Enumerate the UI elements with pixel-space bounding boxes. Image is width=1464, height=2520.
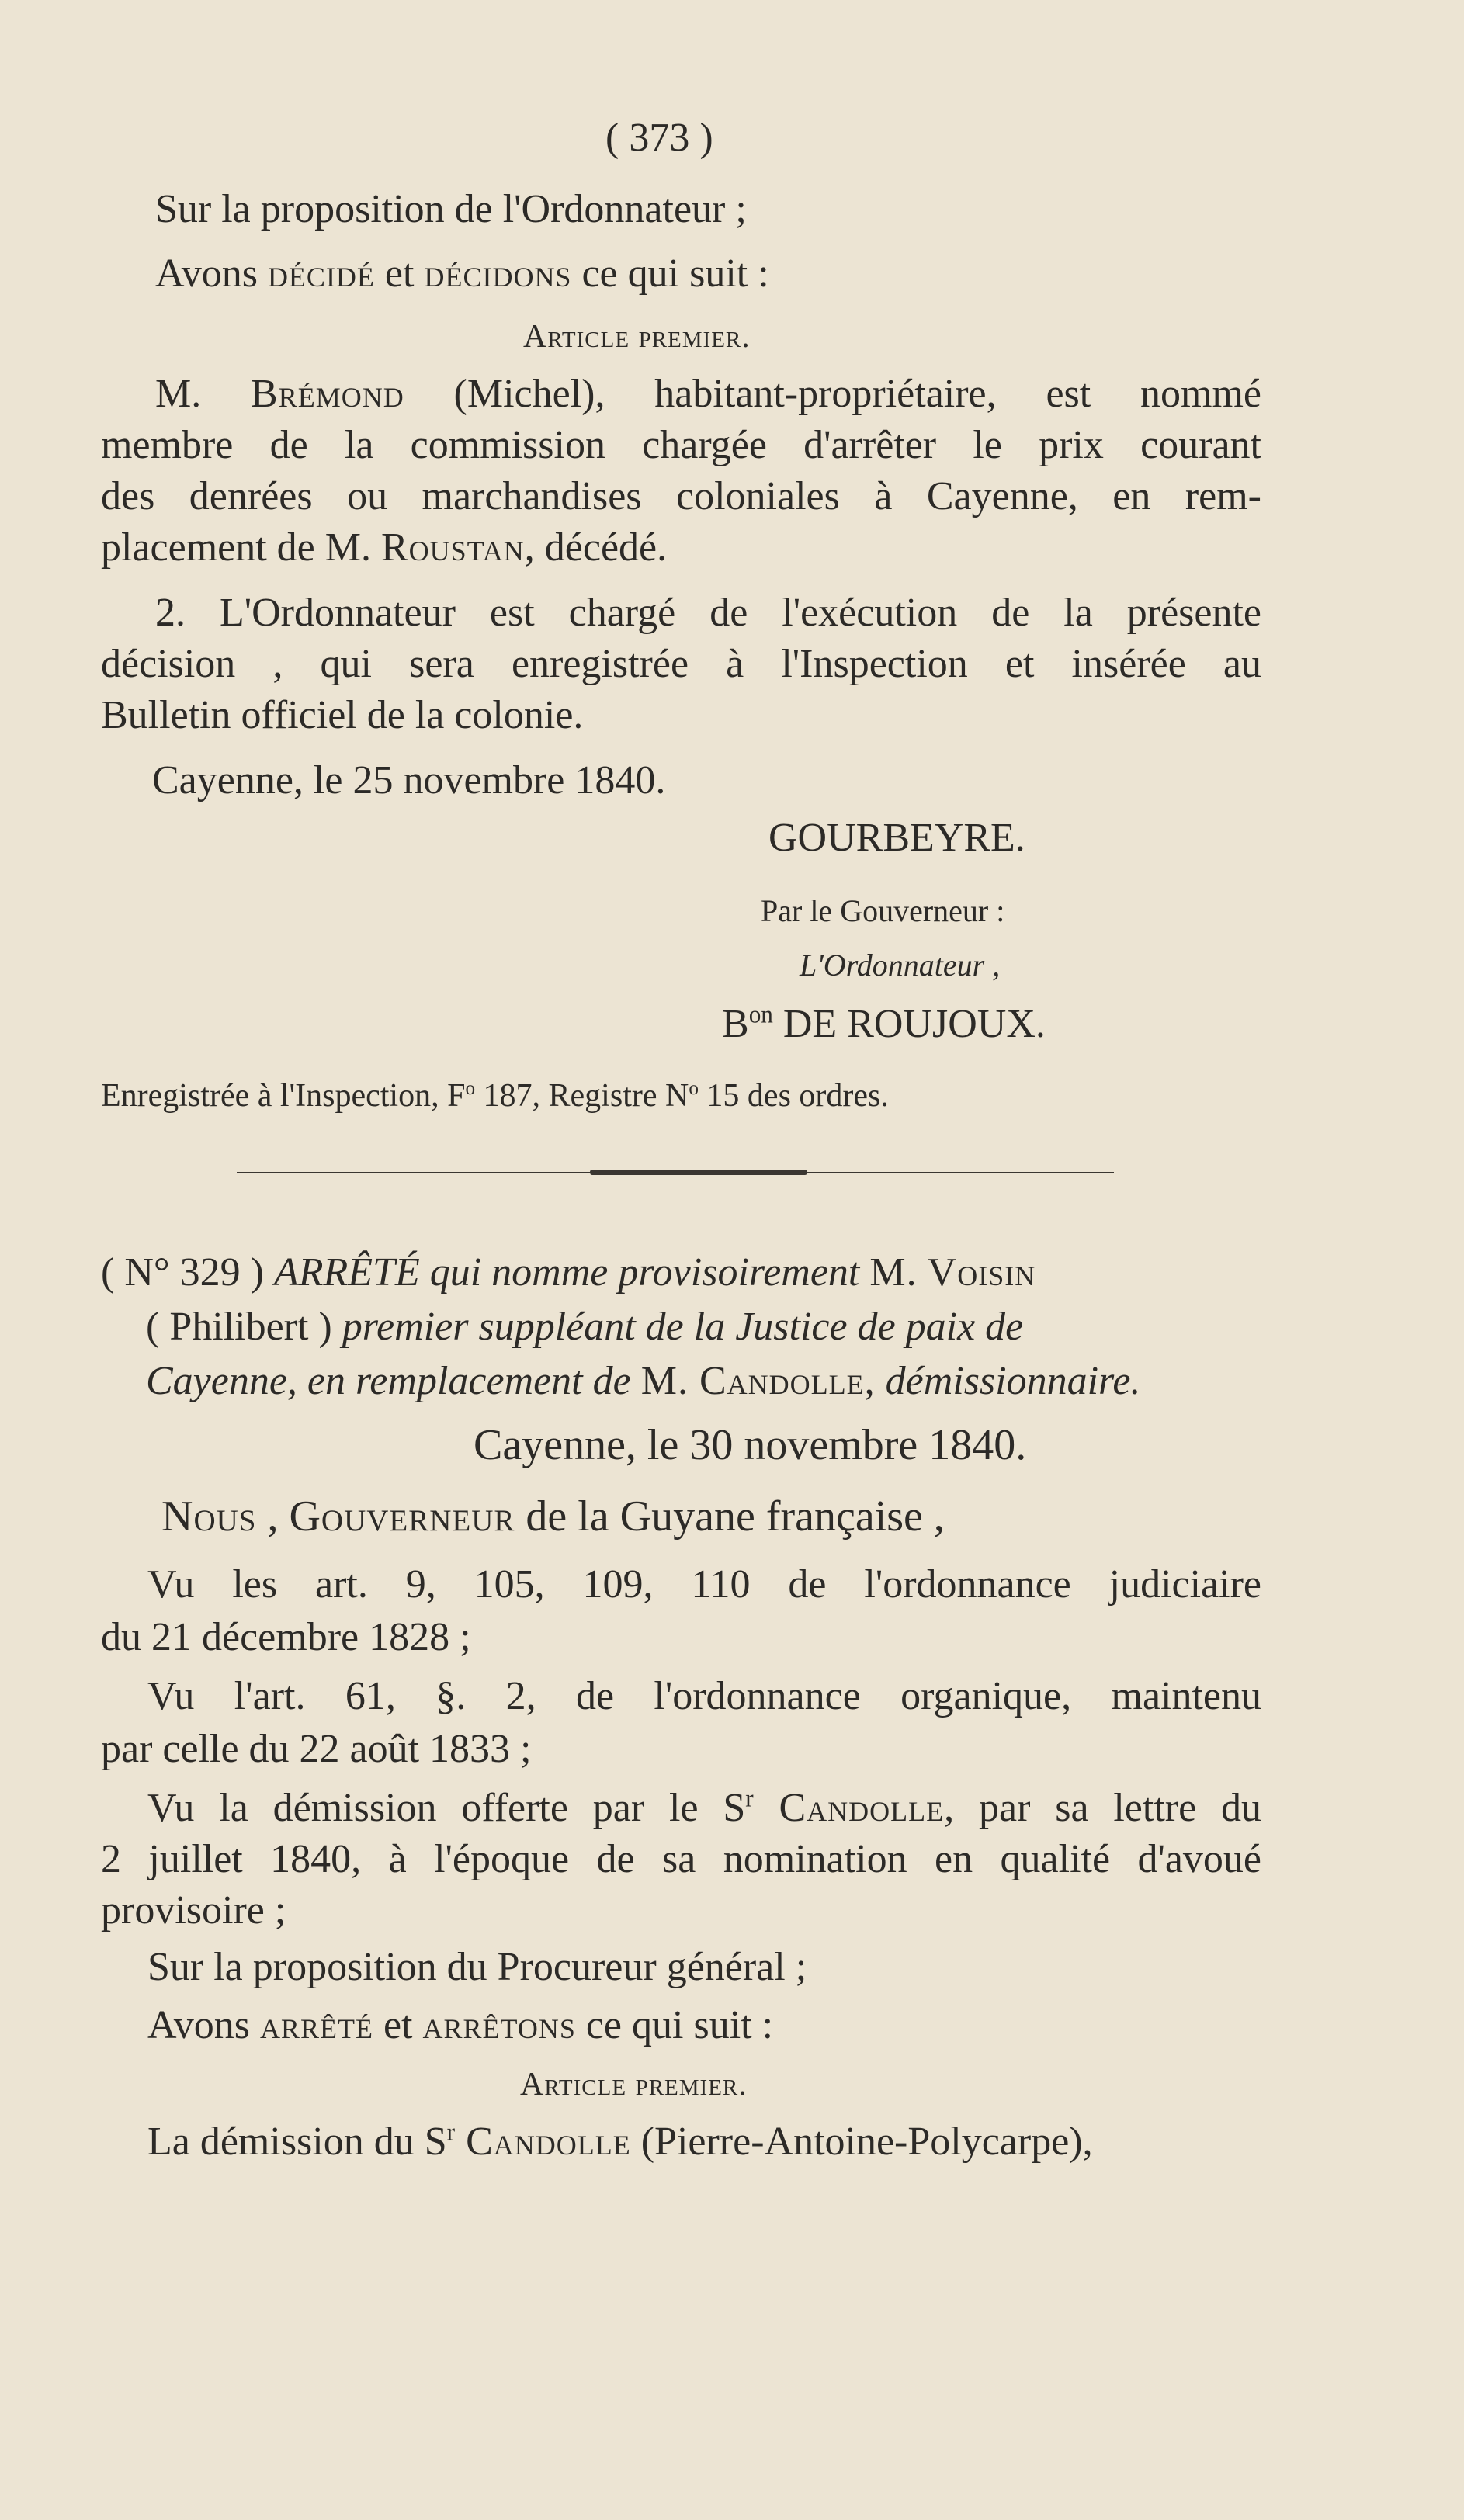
arrete-number: ( N° 329 ): [101, 1250, 264, 1295]
decision-article1-line2: membre de la commission chargée d'arrêter le prix courant: [101, 423, 1261, 467]
arrete-vu3-line3: provisoire ;: [101, 1888, 286, 1932]
decision-registration: Enregistrée à l'Inspection, $F^o$ 187, Registre $N^o$ 15 des ordres.: [101, 1077, 889, 1114]
decision-article1-line4: placement de M. Roustan, décédé.: [101, 525, 668, 570]
decision-article2-line2: décision , qui sera enregistrée à l'Inspection et insérée au: [101, 642, 1261, 686]
decision-date: Cayenne, le 25 novembre 1840.: [152, 758, 666, 802]
arrete-article-heading: Article premier.: [520, 2067, 748, 2102]
arrete-vu2-line2: par celle du 22 août 1833 ;: [101, 1727, 532, 1771]
arrete-date: Cayenne, le 30 novembre 1840.: [474, 1421, 1027, 1469]
page-number: ( 373 ): [605, 116, 713, 160]
decision-article1-line3: des denrées ou marchandises coloniales à Cayenne, en rem-: [101, 474, 1261, 518]
decision-by-governor: Par le Gouverneur :: [761, 893, 1005, 928]
arrete-procureur: Sur la proposition du Procureur général ;: [147, 1945, 807, 1989]
decision-article2-line1: 2. L'Ordonnateur est chargé de l'exécution de la présente: [155, 591, 1261, 635]
arrete-vu3-line2: 2 juillet 1840, à l'époque de sa nomination en qualité d'avoué: [101, 1837, 1261, 1881]
decision-avons: Avons décidé et décidons ce qui suit :: [155, 251, 769, 296]
arrete-vu3-line1: Vu la démission offerte par le $S^r$ Candolle, par sa lettre du: [147, 1784, 1261, 1830]
decision-article2-line3: Bulletin officiel de la colonie.: [101, 693, 584, 737]
arrete-title-line1: ( N° 329 ) ARRÊTÉ qui nomme provisoirement M. Voisin: [101, 1250, 1036, 1295]
decision-ordonnateur: L'Ordonnateur ,: [800, 948, 1001, 983]
arrete-nous: Nous , Gouverneur de la Guyane française ,: [161, 1492, 945, 1541]
decision-proposition: Sur la proposition de l'Ordonnateur ;: [155, 187, 747, 231]
decision-signature: GOURBEYRE.: [768, 816, 1025, 860]
arrete-article1-line1: La démission du $S^r$ Candolle (Pierre-Antoine-Polycarpe),: [147, 2118, 1093, 2164]
decision-baron-signature: $B^{on}$ DE ROUJOUX.: [722, 1000, 1046, 1046]
arrete-avons: Avons arrêté et arrêtons ce qui suit :: [147, 2003, 774, 2047]
arrete-title-line2: ( Philibert ) premier suppléant de la Justice de paix de: [146, 1305, 1024, 1349]
arrete-title-line3: Cayenne, en remplacement de M. Candolle, démissionnaire.: [146, 1359, 1141, 1403]
decision-article1-line1: M. Brémond (Michel), habitant-propriétaire, est nommé: [155, 372, 1261, 416]
arrete-vu1-line1: Vu les art. 9, 105, 109, 110 de l'ordonnance judiciaire: [147, 1562, 1261, 1607]
section-divider-ornament: [590, 1170, 807, 1175]
decision-article-heading: Article premier.: [523, 319, 751, 355]
arrete-vu2-line1: Vu l'art. 61, §. 2, de l'ordonnance organique, maintenu: [147, 1674, 1261, 1718]
arrete-vu1-line2: du 21 décembre 1828 ;: [101, 1615, 471, 1659]
